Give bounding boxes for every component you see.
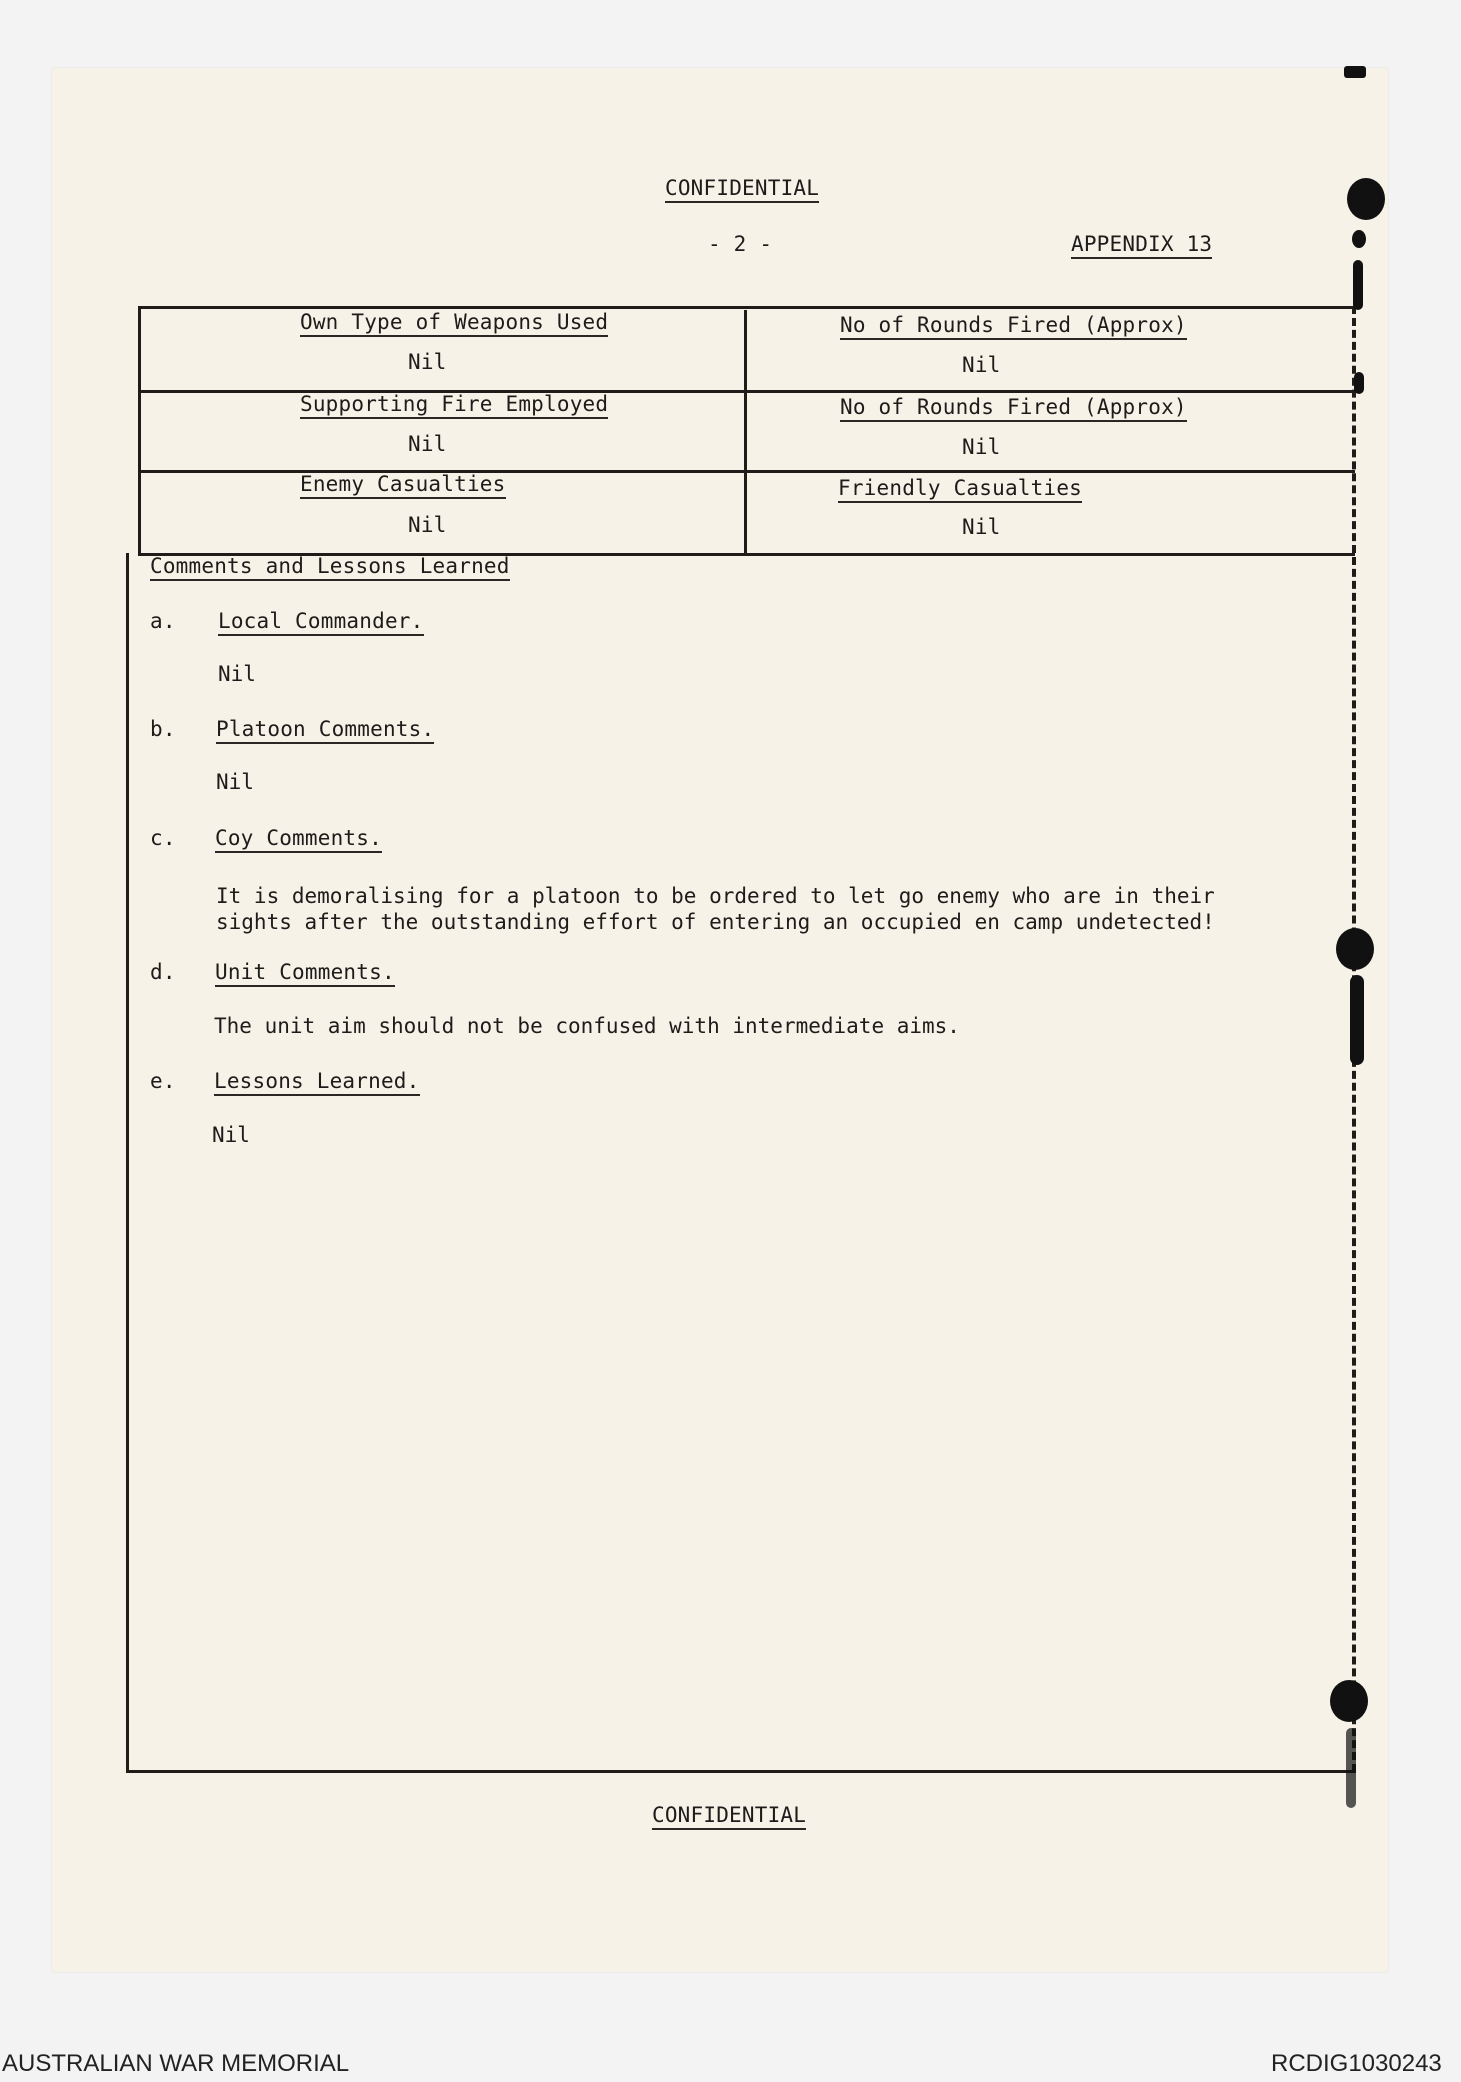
- section-d-title: Unit Comments.: [215, 960, 395, 987]
- rounds-fired-label-2: No of Rounds Fired (Approx): [840, 395, 1187, 422]
- section-c-body-line-2: sights after the outstanding effort of entering an occupied en camp undetected!: [216, 910, 1215, 934]
- section-d-body: The unit aim should not be confused with intermediate aims.: [214, 1014, 960, 1038]
- section-b-title: Platoon Comments.: [216, 717, 434, 744]
- section-a-title: Local Commander.: [218, 609, 424, 636]
- supporting-fire-value: Nil: [408, 432, 447, 456]
- enemy-casualties-label: Enemy Casualties: [300, 472, 506, 499]
- section-e-letter: e.: [150, 1069, 176, 1093]
- section-d-letter: d.: [150, 960, 176, 984]
- table-bottom-border: [126, 1770, 1356, 1773]
- table-left-border: [138, 306, 141, 556]
- section-c-body-line-1: It is demoralising for a platoon to be ordered to let go enemy who are in their: [216, 884, 1215, 908]
- classification-bottom: CONFIDENTIAL: [652, 1803, 806, 1830]
- rounds-fired-value-1: Nil: [962, 353, 1001, 377]
- frame-left-border: [126, 553, 129, 1772]
- section-b-body: Nil: [216, 770, 254, 794]
- own-weapons-label: Own Type of Weapons Used: [300, 310, 608, 337]
- comments-heading: Comments and Lessons Learned: [150, 554, 510, 581]
- section-e-body: Nil: [212, 1123, 250, 1147]
- table-top-border: [140, 306, 1355, 309]
- section-a-letter: a.: [150, 609, 176, 633]
- appendix-label: APPENDIX 13: [1071, 232, 1212, 259]
- enemy-casualties-value: Nil: [408, 513, 447, 537]
- section-e-title: Lessons Learned.: [214, 1069, 420, 1096]
- archive-institution: AUSTRALIAN WAR MEMORIAL: [2, 2050, 350, 2077]
- archive-reference: RCDIG1030243: [1271, 2050, 1442, 2077]
- own-weapons-value: Nil: [408, 350, 447, 374]
- rounds-fired-label-1: No of Rounds Fired (Approx): [840, 313, 1187, 340]
- section-a-body: Nil: [218, 662, 256, 686]
- friendly-casualties-label: Friendly Casualties: [838, 476, 1082, 503]
- rounds-fired-value-2: Nil: [962, 435, 1001, 459]
- section-c-letter: c.: [150, 826, 176, 850]
- table-center-divider: [744, 310, 747, 555]
- supporting-fire-label: Supporting Fire Employed: [300, 392, 608, 419]
- section-c-title: Coy Comments.: [215, 826, 382, 853]
- section-b-letter: b.: [150, 717, 176, 741]
- friendly-casualties-value: Nil: [962, 515, 1001, 539]
- page-number: - 2 -: [708, 232, 773, 256]
- classification-top: CONFIDENTIAL: [665, 176, 819, 203]
